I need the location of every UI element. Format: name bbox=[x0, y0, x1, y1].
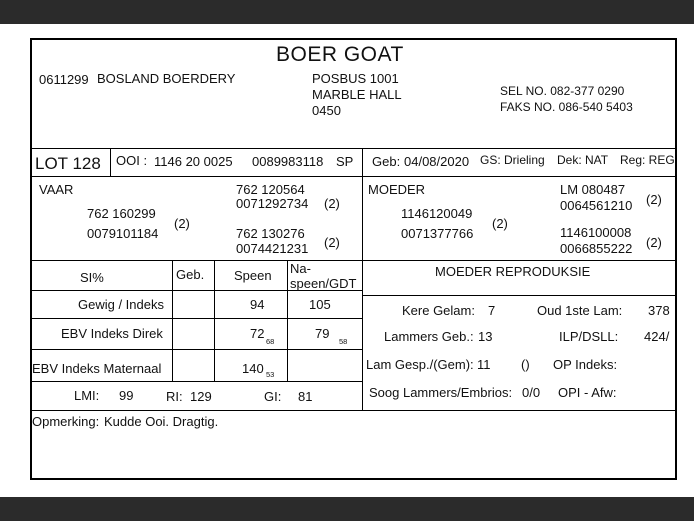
divider-header bbox=[30, 148, 677, 149]
vaar-sire-id: 0071292734 bbox=[236, 196, 309, 211]
ilp-label: ILP/DSLL: bbox=[559, 329, 619, 344]
lot-number: LOT 128 bbox=[35, 154, 101, 173]
row-label-direk: EBV Indeks Direk bbox=[61, 326, 163, 341]
lmi-value: 99 bbox=[119, 388, 134, 403]
breeder-faks: FAKS NO. 086-540 5403 bbox=[500, 100, 633, 114]
si-header: SI% bbox=[80, 270, 104, 285]
gi-label: GI: bbox=[264, 389, 282, 404]
gs-value: GS: Drieling bbox=[480, 153, 545, 167]
ooi-number: 1146 20 0025 bbox=[154, 154, 233, 169]
row-direk-naspeen: 79 bbox=[315, 326, 330, 341]
breeder-code: 0611299 bbox=[39, 72, 89, 87]
bottom-frame-band bbox=[0, 497, 694, 521]
page-title: BOER GOAT bbox=[276, 43, 404, 66]
lammers-value: 13 bbox=[478, 329, 493, 344]
geb-header: Geb. bbox=[176, 267, 205, 282]
vaar-tag: (2) bbox=[174, 216, 190, 231]
breeder-address-line2: MARBLE HALL bbox=[312, 87, 402, 102]
dek-value: Dek: NAT bbox=[557, 153, 609, 167]
moeder-number: 1146120049 bbox=[401, 206, 473, 221]
gi-value: 81 bbox=[298, 389, 313, 404]
vaar-dam-tag: (2) bbox=[324, 235, 340, 250]
opmerking-label: Opmerking: bbox=[32, 414, 100, 429]
divider-vaar-moeder bbox=[362, 176, 363, 260]
row-maternaal-speen-sub: 53 bbox=[266, 370, 275, 379]
opi-label: OPI - Afw: bbox=[558, 385, 617, 400]
ooi-id: 0089983118 bbox=[252, 154, 324, 169]
ooi-label: OOI : bbox=[116, 153, 148, 168]
vaar-number: 762 160299 bbox=[87, 206, 156, 221]
moeder-dam-number: 1146100008 bbox=[560, 225, 632, 240]
breeder-address-line3: 0450 bbox=[312, 103, 341, 118]
lammers-label: Lammers Geb.: bbox=[384, 329, 474, 344]
divider-si-col3 bbox=[287, 260, 288, 381]
reg-value: Reg: REG bbox=[620, 153, 675, 167]
lmi-label: LMI: bbox=[74, 388, 100, 403]
soog-value: 0/0 bbox=[522, 385, 541, 400]
divider-si-row3 bbox=[30, 381, 362, 382]
ri-label: RI: bbox=[166, 389, 183, 404]
speen-header: Speen bbox=[234, 268, 272, 283]
divider-pedigree bbox=[30, 260, 677, 261]
breeder-sel: SEL NO. 082-377 0290 bbox=[500, 84, 625, 98]
divider-lot bbox=[30, 176, 677, 177]
moeder-sire-tag: (2) bbox=[646, 192, 662, 207]
gem-value: () bbox=[521, 357, 530, 372]
breeder-name: BOSLAND BOERDERY bbox=[97, 71, 236, 86]
top-frame-band bbox=[0, 0, 694, 24]
divider-si-repro bbox=[362, 260, 363, 410]
moeder-sire-id: 0064561210 bbox=[560, 198, 633, 213]
moeder-label: MOEDER bbox=[368, 182, 426, 197]
divider-ooi-geb bbox=[362, 148, 363, 176]
geb-date: 04/08/2020 bbox=[404, 154, 470, 169]
oud-label: Oud 1ste Lam: bbox=[537, 303, 623, 318]
divider-si-col2 bbox=[214, 260, 215, 381]
divider-si-row2 bbox=[30, 349, 362, 350]
repro-heading: MOEDER REPRODUKSIE bbox=[435, 264, 591, 279]
row-direk-speen: 72 bbox=[250, 326, 265, 341]
vaar-dam-number: 762 130276 bbox=[236, 226, 305, 241]
divider-lot-ooi bbox=[110, 148, 111, 176]
row-maternaal-speen: 140 bbox=[242, 361, 264, 376]
divider-si-row1 bbox=[30, 318, 362, 319]
moeder-id: 0071377766 bbox=[401, 226, 474, 241]
moeder-tag: (2) bbox=[492, 216, 508, 231]
moeder-dam-tag: (2) bbox=[646, 235, 662, 250]
row-direk-speen-sub: 68 bbox=[266, 337, 275, 346]
moeder-dam-id: 0066855222 bbox=[560, 241, 633, 256]
oud-value: 378 bbox=[648, 303, 670, 318]
row-direk-naspeen-sub: 58 bbox=[339, 337, 348, 346]
vaar-id: 0079101184 bbox=[87, 226, 159, 241]
opmerking-text: Kudde Ooi. Dragtig. bbox=[104, 414, 219, 429]
gesp-value: 11 bbox=[477, 357, 491, 372]
gesp-label: Lam Gesp./(Gem): bbox=[366, 357, 474, 372]
row-gewig-naspeen: 105 bbox=[309, 297, 331, 312]
vaar-sire-tag: (2) bbox=[324, 196, 340, 211]
divider-si-col1 bbox=[172, 260, 173, 381]
divider-indexes bbox=[30, 410, 677, 411]
kere-value: 7 bbox=[488, 303, 496, 318]
vaar-label: VAAR bbox=[39, 182, 74, 197]
divider-repro-heading bbox=[362, 295, 677, 296]
op-label: OP Indeks: bbox=[553, 357, 618, 372]
vaar-sire-number: 762 120564 bbox=[236, 182, 305, 197]
soog-label: Soog Lammers/Embrios: bbox=[369, 385, 513, 400]
kere-label: Kere Gelam: bbox=[402, 303, 475, 318]
row-gewig-speen: 94 bbox=[250, 297, 265, 312]
ilp-value: 424/ bbox=[644, 329, 670, 344]
vaar-dam-id: 0074421231 bbox=[236, 241, 309, 256]
geb-label: Geb: bbox=[372, 154, 401, 169]
moeder-sire-number: LM 080487 bbox=[560, 182, 626, 197]
naspeen-header-line1: Na- bbox=[290, 261, 311, 276]
ri-value: 129 bbox=[190, 389, 212, 404]
naspeen-header-line2: speen/GDT bbox=[290, 276, 357, 291]
row-label-gewig: Gewig / Indeks bbox=[78, 297, 164, 312]
breeder-address-line1: POSBUS 1001 bbox=[312, 71, 399, 86]
ooi-sp: SP bbox=[336, 154, 354, 169]
row-label-maternaal: EBV Indeks Maternaal bbox=[32, 361, 162, 376]
